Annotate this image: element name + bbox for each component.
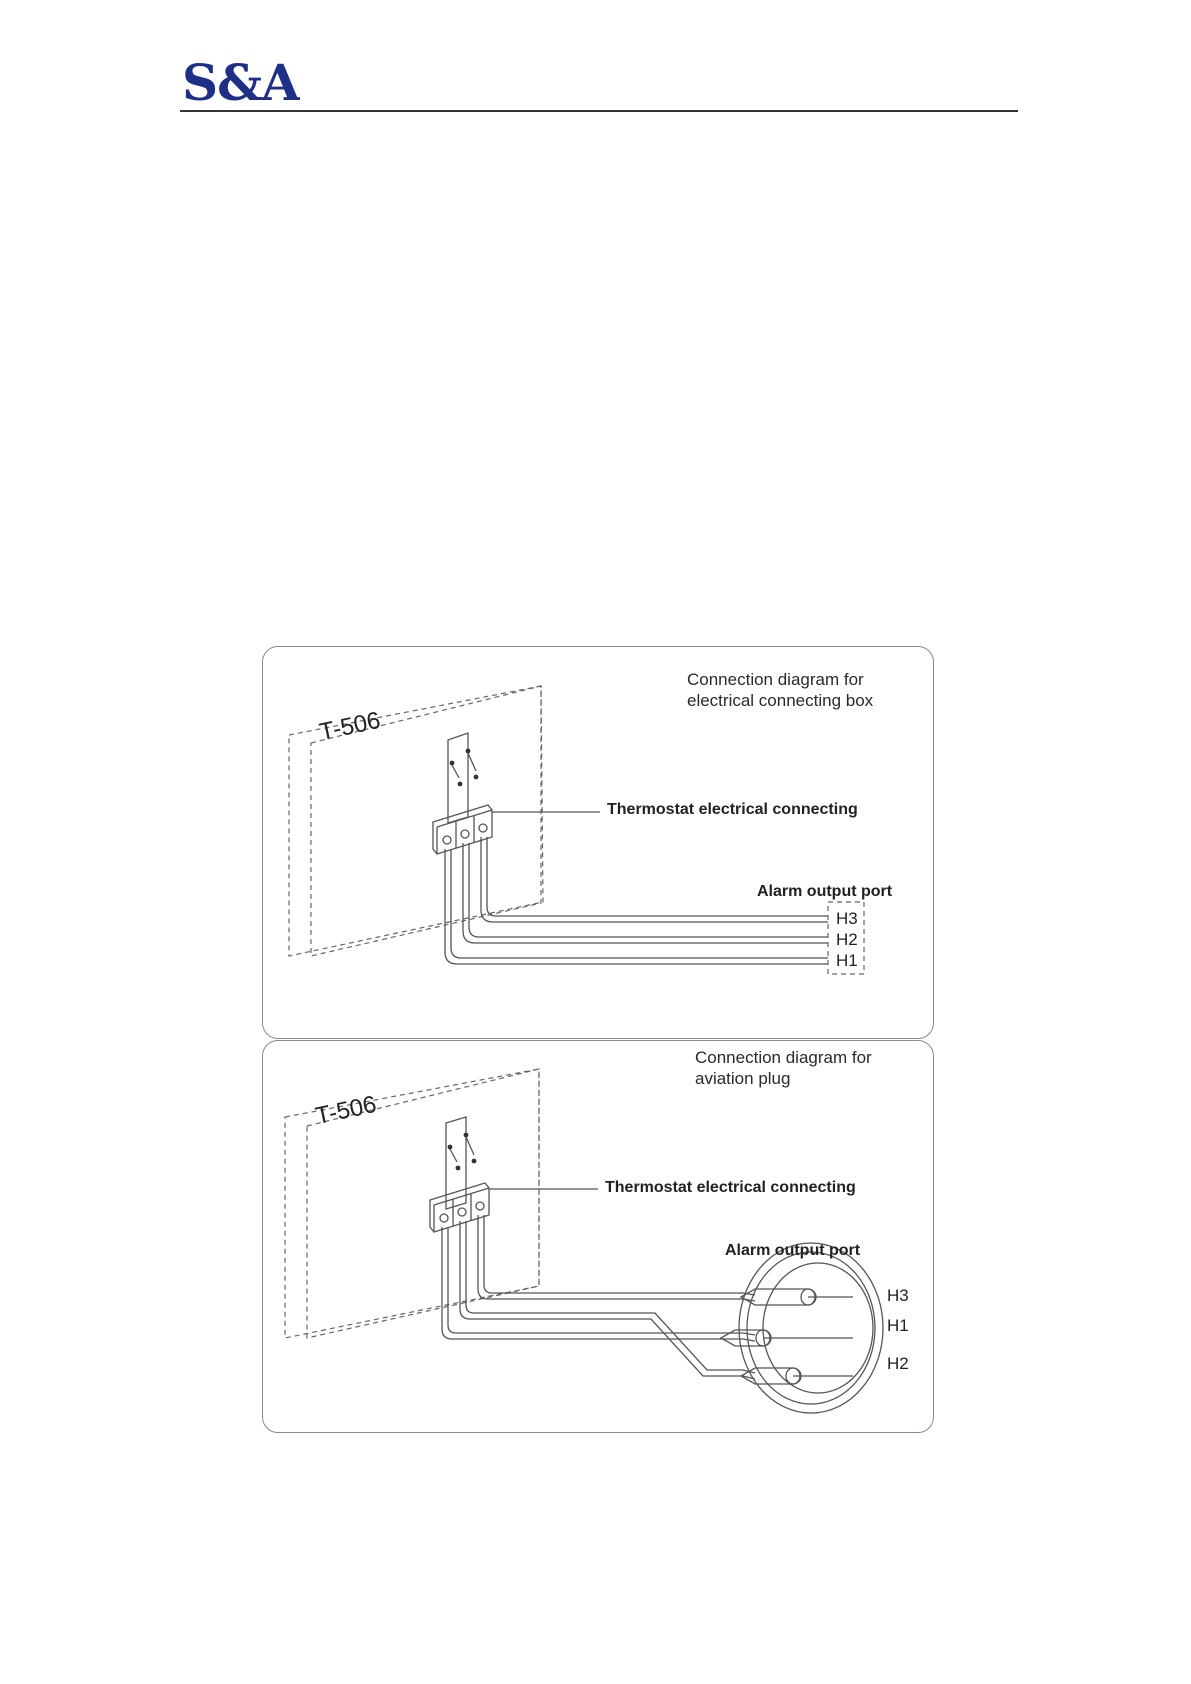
wire-h1 [445, 849, 828, 964]
pin-label: H3 [836, 909, 858, 928]
brand-logo [180, 52, 300, 108]
pin-label: H2 [836, 930, 858, 949]
terminal-plate [446, 1117, 466, 1209]
logo-text: S&A [182, 53, 300, 108]
model-label: T-506 [317, 706, 383, 747]
switch-contact [468, 753, 476, 771]
diagram-panel-aviation-plug [262, 1040, 934, 1433]
thermostat-callout: Thermostat electrical connecting [607, 801, 858, 818]
aviation-plug [721, 1243, 883, 1413]
diagram-caption [695, 1047, 872, 1089]
wire-h1 [442, 1227, 755, 1341]
caption-line-1: Connection diagram for [695, 1048, 872, 1067]
pin-label: H3 [887, 1286, 909, 1305]
header-rule [180, 110, 1018, 112]
switch-contact [466, 1137, 474, 1155]
caption-line-2: electrical connecting box [687, 691, 874, 710]
switch-contact [452, 765, 459, 778]
model-label: T-506 [313, 1090, 379, 1131]
terminal-plate [448, 733, 468, 823]
pin-label: H1 [836, 951, 858, 970]
caption-line-1: Connection diagram for [687, 670, 864, 689]
caption-line-2: aviation plug [695, 1069, 791, 1088]
switch-contact [450, 1149, 457, 1162]
pin-label: H1 [887, 1316, 909, 1335]
page-header [180, 52, 1018, 112]
alarm-output-callout: Alarm output port [757, 883, 893, 900]
diagram-panel-connecting-box [262, 646, 934, 1039]
wire-h2 [460, 1221, 755, 1379]
wire-h3 [481, 837, 828, 922]
wire-h3 [478, 1215, 755, 1301]
alarm-output-callout: Alarm output port [725, 1242, 861, 1259]
thermostat-callout: Thermostat electrical connecting [605, 1179, 856, 1196]
diagram-caption [687, 669, 873, 711]
pin-label: H2 [887, 1354, 909, 1373]
